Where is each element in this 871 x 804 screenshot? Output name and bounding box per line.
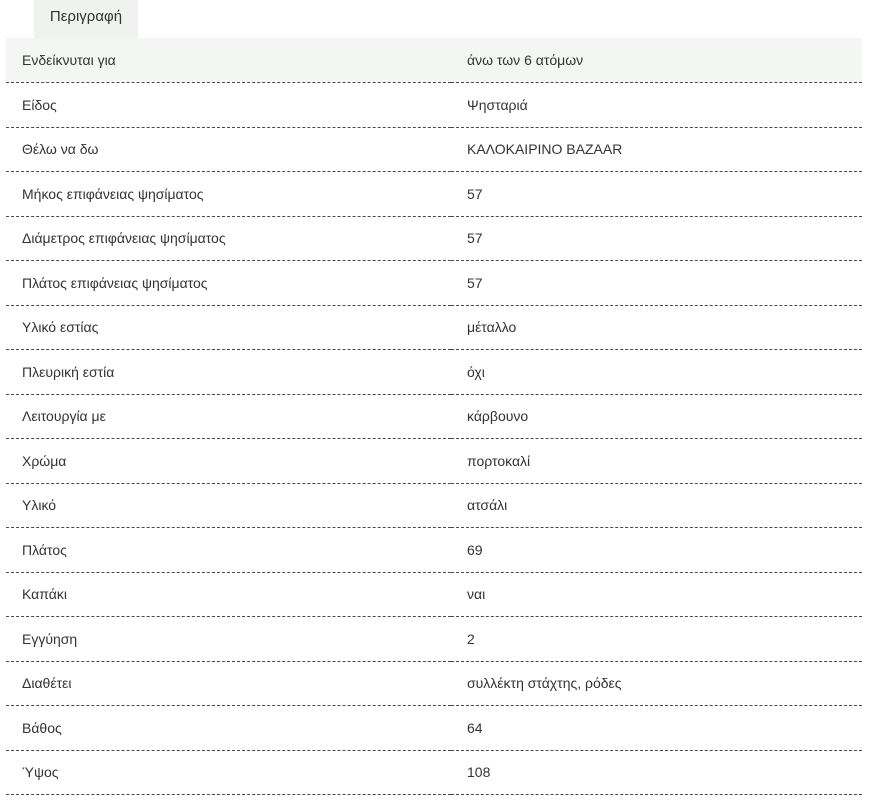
table-row [6, 528, 862, 573]
spec-label: Ενδείκνυται για [6, 38, 451, 83]
spec-value: άνω των 6 ατόμων [451, 38, 862, 83]
spec-value: Ψησταριά [451, 83, 862, 128]
table-row [6, 83, 862, 128]
table-row [6, 483, 862, 528]
table-row [6, 750, 862, 795]
table-row [6, 216, 862, 261]
table-row [6, 350, 862, 395]
table-row [6, 572, 862, 617]
spec-label: Διάμετρος επιφάνειας ψησίματος [6, 216, 451, 261]
spec-value: 57 [451, 261, 862, 306]
table-row [6, 305, 862, 350]
table-row [6, 261, 862, 306]
spec-value: συλλέκτη στάχτης, ρόδες [451, 661, 862, 706]
table-row [6, 172, 862, 217]
spec-value: όχι [451, 350, 862, 395]
spec-value: 2 [451, 617, 862, 662]
spec-label: Βάθος [6, 706, 451, 751]
spec-value: πορτοκαλί [451, 439, 862, 484]
spec-label: Χρώμα [6, 439, 451, 484]
specifications-table [6, 38, 862, 795]
spec-value: ΚΑΛΟΚΑΙΡΙΝΟ BAZAAR [451, 127, 862, 172]
spec-label: Υλικό [6, 483, 451, 528]
table-row [6, 439, 862, 484]
tab-description[interactable]: Περιγραφή [34, 0, 138, 38]
spec-label: Πλάτος [6, 528, 451, 573]
table-row [6, 38, 862, 83]
spec-label: Πλάτος επιφάνειας ψησίματος [6, 261, 451, 306]
table-row [6, 394, 862, 439]
spec-value: 69 [451, 528, 862, 573]
spec-value: ναι [451, 572, 862, 617]
spec-label: Υλικό εστίας [6, 305, 451, 350]
spec-value: κάρβουνο [451, 394, 862, 439]
table-row [6, 617, 862, 662]
spec-label: Θέλω να δω [6, 127, 451, 172]
table-row [6, 661, 862, 706]
spec-label: Καπάκι [6, 572, 451, 617]
spec-label: Ύψος [6, 750, 451, 795]
table-row [6, 127, 862, 172]
spec-label: Λειτουργία με [6, 394, 451, 439]
spec-value: 64 [451, 706, 862, 751]
spec-value: μέταλλο [451, 305, 862, 350]
spec-label: Πλευρική εστία [6, 350, 451, 395]
spec-label: Διαθέτει [6, 661, 451, 706]
spec-value: ατσάλι [451, 483, 862, 528]
spec-value: 57 [451, 216, 862, 261]
tab-bar [0, 0, 871, 38]
spec-label: Μήκος επιφάνειας ψησίματος [6, 172, 451, 217]
table-row [6, 706, 862, 751]
spec-value: 57 [451, 172, 862, 217]
spec-label: Είδος [6, 83, 451, 128]
spec-label: Εγγύηση [6, 617, 451, 662]
spec-value: 108 [451, 750, 862, 795]
